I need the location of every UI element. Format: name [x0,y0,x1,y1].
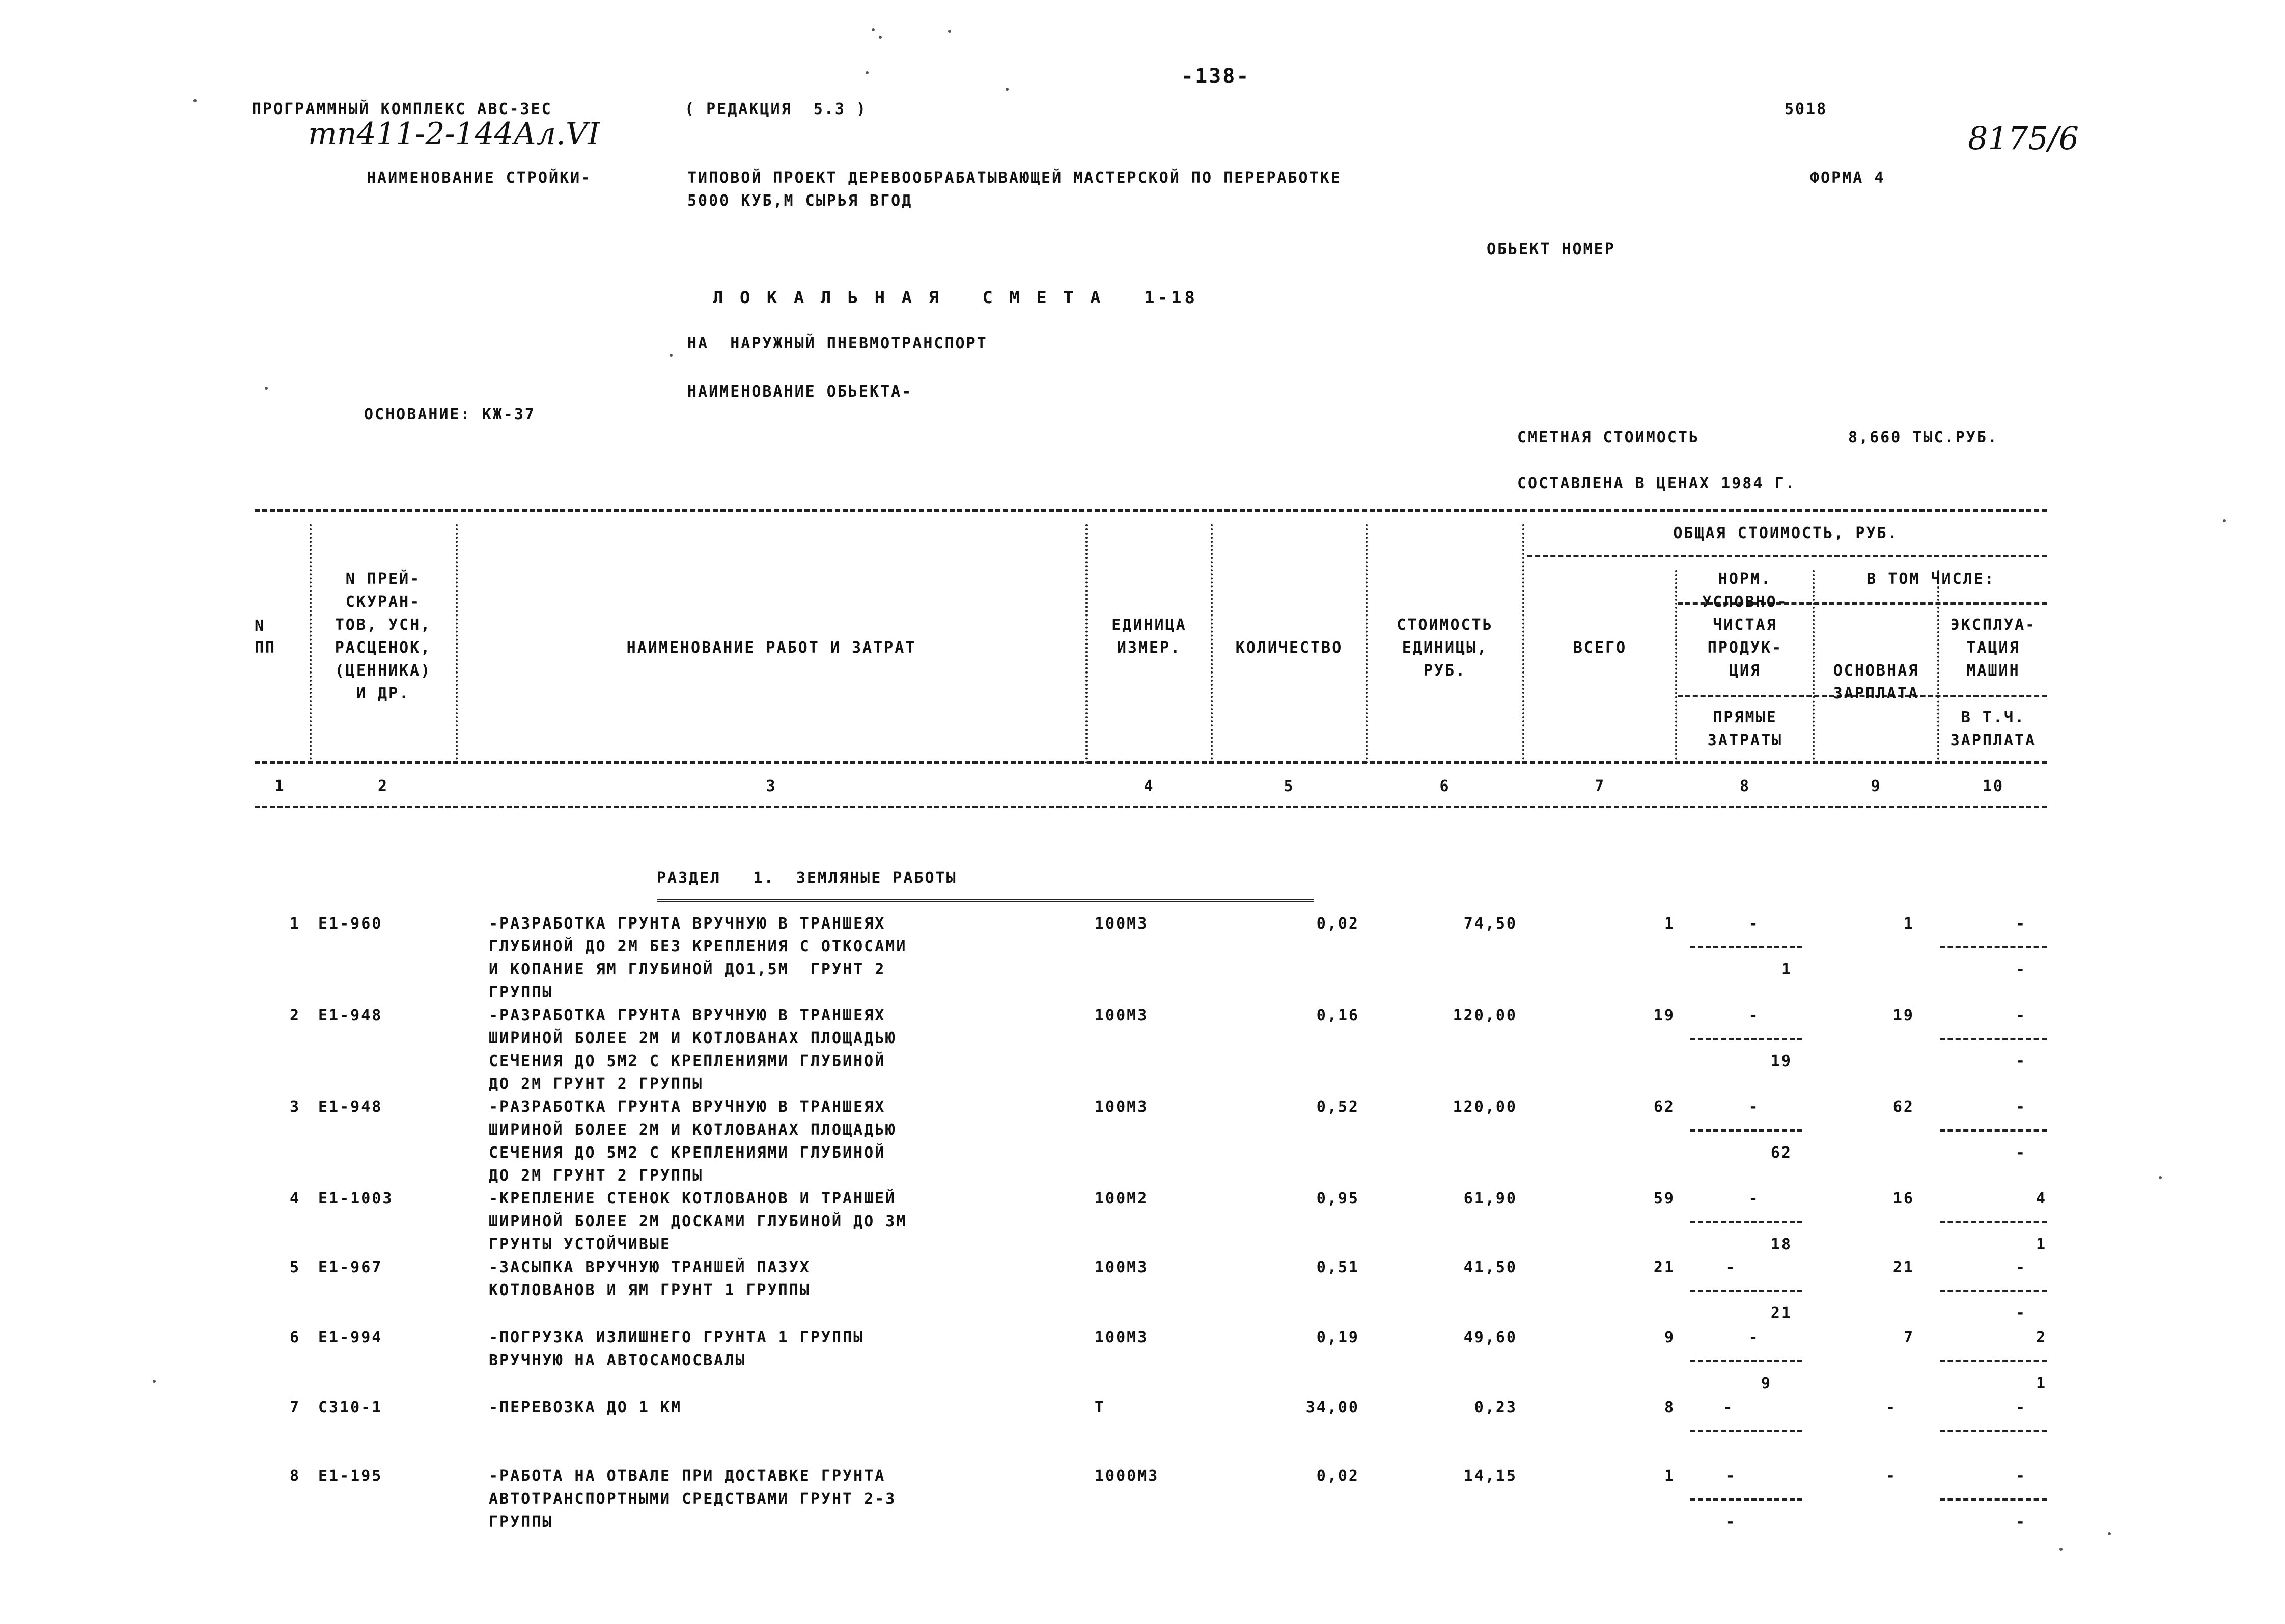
col8-header: ПРОДУК- [1707,639,1783,657]
col1-header-pp: ПП [255,639,276,657]
edition: ( РЕДАКЦИЯ 5.3 ) [685,100,868,118]
scan-speck [879,36,882,39]
row-text: -РАЗРАБОТКА ГРУНТА ВРУЧНУЮ В ТРАНШЕЯХ [489,1098,886,1116]
col8-header: ЦИЯ [1729,662,1762,680]
row-price: 74,50 [1463,915,1517,933]
cell-divider [1940,1129,2047,1132]
row-col8-top: - [1725,1467,1737,1485]
row-quantity: 0,95 [1316,1190,1359,1208]
row-number: 1 [289,915,300,933]
col7-header: ВСЕГО [1573,639,1627,657]
row-number: 2 [289,1006,300,1024]
row-text: СЕЧЕНИЯ ДО 5М2 С КРЕПЛЕНИЯМИ ГЛУБИНОЙ [489,1052,886,1070]
column-number: 7 [1594,777,1606,795]
table-top-rule [255,509,2047,512]
row-col10-bottom: 1 [2036,1375,2047,1392]
row-total: 62 [1653,1098,1675,1116]
row-text: ШИРИНОЙ БОЛЕЕ 2М ДОСКАМИ ГЛУБИНОЙ ДО 3М [489,1213,907,1230]
row-text: ДО 2М ГРУНТ 2 ГРУППЫ [489,1075,704,1093]
row-col8-top: - [1748,1190,1760,1208]
row-text: ГРУППЫ [489,1513,553,1531]
row-col9: 7 [1903,1329,1914,1347]
row-text: -ПЕРЕВОЗКА ДО 1 КМ [489,1398,682,1416]
cell-divider [1690,1038,1802,1040]
row-col10-top: - [2015,1398,2026,1416]
row-col8-top: - [1748,1329,1760,1347]
cell-divider [1940,1360,2047,1362]
row-col8-top: - [1748,1006,1760,1024]
row-code: Е1-195 [318,1467,383,1485]
row-price: 120,00 [1453,1098,1517,1116]
column-number: 1 [274,777,286,795]
row-text: ШИРИНОЙ БОЛЕЕ 2М И КОТЛОВАНАХ ПЛОЩАДЬЮ [489,1029,897,1047]
program-name: ПРОГРАММНЫЙ КОМПЛЕКС АВС-3ЕС [252,100,552,118]
column-number: 6 [1439,777,1451,795]
row-quantity: 0,51 [1316,1258,1359,1276]
col6-header: СТОИМОСТЬ [1397,616,1493,634]
row-unit: 100М3 [1095,1329,1149,1347]
row-price: 0,23 [1474,1398,1517,1416]
col10-header: ТАЦИЯ [1966,639,2020,657]
col6-header: ЕДИНИЦЫ, [1402,639,1488,657]
header-rule [255,761,2047,764]
cell-divider [1690,1498,1802,1501]
col8-header: УСЛОВНО- [1702,593,1788,611]
row-total: 59 [1653,1190,1675,1208]
scan-speck [866,71,869,74]
object-number: ОБЬЕКТ НОМЕР [1487,240,1615,258]
estimate-title: Л О К А Л Ь Н А Я С М Е Т А 1-18 [713,288,1198,308]
row-col8-top: - [1725,1258,1737,1276]
row-number: 7 [289,1398,300,1416]
row-text: ДО 2М ГРУНТ 2 ГРУППЫ [489,1167,704,1185]
row-col10-top: - [2015,1258,2026,1276]
row-col8-bottom: 19 [1770,1052,1792,1070]
row-price: 41,50 [1463,1258,1517,1276]
row-text: ШИРИНОЙ БОЛЕЕ 2М И КОТЛОВАНАХ ПЛОЩАДЬЮ [489,1121,897,1139]
column-number: 2 [377,777,389,795]
section-underline [657,899,1314,902]
row-text: -ЗАСЫПКА ВРУЧНУЮ ТРАНШЕЙ ПАЗУХ [489,1258,811,1276]
cell-divider [1940,946,2047,948]
row-col8-bottom: 18 [1770,1236,1792,1253]
row-text: -КРЕПЛЕНИЕ СТЕНОК КОТЛОВАНОВ И ТРАНШЕЙ [489,1190,897,1208]
row-quantity: 34,00 [1305,1398,1359,1416]
row-number: 8 [289,1467,300,1485]
col8-header: ЧИСТАЯ [1713,616,1777,634]
row-col9: 21 [1892,1258,1914,1276]
construction-line-1: ТИПОВОЙ ПРОЕКТ ДЕРЕВООБРАБАТЫВАЮЩЕЙ МАСТЕРСКОЙ ПО ПЕРЕРАБОТКЕ [687,169,1342,187]
cell-divider [1940,1290,2047,1292]
row-quantity: 0,52 [1316,1098,1359,1116]
row-code: Е1-960 [318,915,383,933]
row-text: КОТЛОВАНОВ И ЯМ ГРУНТ 1 ГРУППЫ [489,1281,811,1299]
row-total: 1 [1664,915,1675,933]
row-col10-bottom: - [2015,1304,2026,1322]
handwritten-number: 8175/6 [1968,120,2079,157]
row-total: 21 [1653,1258,1675,1276]
row-text: ГРУНТЫ УСТОЙЧИВЫЕ [489,1236,672,1253]
row-text: -РАЗРАБОТКА ГРУНТА ВРУЧНУЮ В ТРАНШЕЯХ [489,1006,886,1024]
form-number: ФОРМА 4 [1810,169,1885,187]
row-col10-top: 2 [2036,1329,2047,1347]
column-number: 10 [1982,777,2004,795]
col1-header-n: N [255,617,266,635]
row-price: 49,60 [1463,1329,1517,1347]
row-col8-bottom: 9 [1761,1375,1772,1392]
row-col8-bottom: 21 [1770,1304,1792,1322]
col8-header-direct: ПРЯМЫЕ [1713,709,1777,726]
row-text: -ПОГРУЗКА ИЗЛИШНЕГО ГРУНТА 1 ГРУППЫ [489,1329,865,1347]
cell-divider [1690,1221,1802,1223]
col4-header: ЕДИНИЦА [1111,616,1187,634]
cell-divider [1940,1038,2047,1040]
cell-divider [1940,1498,2047,1501]
row-code: Е1-948 [318,1006,383,1024]
row-total: 9 [1664,1329,1675,1347]
row-quantity: 0,02 [1316,915,1359,933]
row-col9: 62 [1892,1098,1914,1116]
column-separator [1675,570,1677,764]
scan-speck [2223,519,2226,522]
row-text: -РАЗРАБОТКА ГРУНТА ВРУЧНУЮ В ТРАНШЕЯХ [489,915,886,933]
column-separator [310,524,312,764]
col2-header: РАСЦЕНОК, [335,639,432,657]
row-unit: 100М3 [1095,1006,1149,1024]
row-number: 3 [289,1098,300,1116]
row-code: Е1-967 [318,1258,383,1276]
col2-header: ТОВ, УСН, [335,616,432,634]
row-col9: 16 [1892,1190,1914,1208]
scan-speck [265,387,268,390]
column-number: 9 [1871,777,1882,795]
cell-divider [1690,1290,1802,1292]
row-col10-bottom: - [2015,961,2026,978]
cell-divider [1690,1360,1802,1362]
doc-code: 5018 [1785,100,1828,118]
row-unit: 100М3 [1095,1258,1149,1276]
col10-header: МАШИН [1966,662,2020,680]
header-rule [255,806,2047,808]
column-separator [456,524,458,764]
row-code: Е1-994 [318,1329,383,1347]
row-price: 120,00 [1453,1006,1517,1024]
scan-speck [2159,1176,2162,1179]
col2-header: И ДР. [356,685,410,703]
total-cost-header: ОБЩАЯ СТОИМОСТЬ, РУБ. [1673,524,1899,542]
row-col8-top: - [1748,1098,1760,1116]
row-col10-bottom: 1 [2036,1236,2047,1253]
handwritten-project: тп411-2-144Ал.VI [308,116,600,152]
construction-line-2: 5000 КУБ,М СЫРЬЯ ВГОД [687,192,913,210]
basis: ОСНОВАНИЕ: КЖ-37 [364,406,536,424]
row-unit: 100М3 [1095,1098,1149,1116]
row-col10-top: - [2015,1098,2026,1116]
object-name: НАИМЕНОВАНИЕ ОБЬЕКТА- [687,383,913,401]
row-col9: - [1885,1467,1897,1485]
including-header: В ТОМ ЧИСЛЕ: [1866,570,1995,588]
header-rule [1527,555,2047,557]
section-title: РАЗДЕЛ 1. ЗЕМЛЯНЫЕ РАБОТЫ [657,869,957,887]
row-text: ГРУППЫ [489,984,553,1001]
cost-label: СМЕТНАЯ СТОИМОСТЬ [1517,429,1700,446]
row-col10-bottom: - [2015,1513,2026,1531]
column-separator [1937,570,1939,764]
row-total: 8 [1664,1398,1675,1416]
cell-divider [1690,1430,1802,1432]
row-total: 19 [1653,1006,1675,1024]
col2-header: СКУРАН- [345,593,421,611]
row-quantity: 0,02 [1316,1467,1359,1485]
row-col8-bottom: - [1725,1513,1737,1531]
row-col10-bottom: - [2015,1144,2026,1162]
row-text: -РАБОТА НА ОТВАЛЕ ПРИ ДОСТАВКЕ ГРУНТА [489,1467,886,1485]
col8-header-direct: ЗАТРАТЫ [1707,732,1783,749]
row-col8-top: - [1723,1398,1734,1416]
scan-speck [670,354,673,357]
scan-speck [872,28,875,31]
row-quantity: 0,16 [1316,1006,1359,1024]
row-col10-top: 4 [2036,1190,2047,1208]
row-code: С310-1 [318,1398,383,1416]
cell-divider [1940,1221,2047,1223]
column-separator [1085,524,1088,764]
col10-header: ЭКСПЛУА- [1950,616,2037,634]
scan-speck [1006,88,1009,91]
row-code: Е1-1003 [318,1190,394,1208]
scan-speck [2059,1548,2063,1551]
column-separator [1813,570,1815,764]
construction-label: НАИМЕНОВАНИЕ СТРОЙКИ- [367,169,592,187]
row-col9: 1 [1903,915,1914,933]
col9-header: ЗАРПЛАТА [1833,685,1919,703]
cost-value: 8,660 ТЫС.РУБ. [1848,429,1998,446]
row-col10-top: - [2015,1467,2026,1485]
row-text: АВТОТРАНСПОРТНЫМИ СРЕДСТВАМИ ГРУНТ 2-3 [489,1490,897,1508]
row-code: Е1-948 [318,1098,383,1116]
column-separator [1522,524,1524,764]
estimate-for: НА НАРУЖНЫЙ ПНЕВМОТРАНСПОРТ [687,334,988,352]
row-unit: 1000М3 [1095,1467,1159,1485]
row-col10-top: - [2015,915,2026,933]
column-number: 4 [1144,777,1155,795]
cell-divider [1690,946,1802,948]
row-col9: - [1885,1398,1897,1416]
row-text: ВРУЧНУЮ НА АВТОСАМОСВАЛЫ [489,1352,746,1369]
scan-speck [2108,1532,2111,1535]
column-number: 5 [1284,777,1295,795]
row-unit: 100М2 [1095,1190,1149,1208]
row-text: СЕЧЕНИЯ ДО 5М2 С КРЕПЛЕНИЯМИ ГЛУБИНОЙ [489,1144,886,1162]
scan-speck [153,1380,156,1383]
row-text: ГЛУБИНОЙ ДО 2М БЕЗ КРЕПЛЕНИЯ С ОТКОСАМИ [489,938,907,956]
scan-speck [948,30,951,33]
row-number: 4 [289,1190,300,1208]
row-price: 61,90 [1463,1190,1517,1208]
col2-header: (ЦЕННИКА) [335,662,432,680]
row-number: 6 [289,1329,300,1347]
col6-header: РУБ. [1423,662,1467,680]
col5-header: КОЛИЧЕСТВО [1235,639,1343,657]
column-number: 3 [766,777,777,795]
row-col8-bottom: 1 [1781,961,1792,978]
page-number: -138- [1181,65,1250,88]
row-col8-top: - [1748,915,1760,933]
row-total: 1 [1664,1467,1675,1485]
row-unit: Т [1095,1398,1106,1416]
col3-header: НАИМЕНОВАНИЕ РАБОТ И ЗАТРАТ [626,639,916,657]
col10-header-salary: ЗАРПЛАТА [1950,732,2037,749]
row-price: 14,15 [1463,1467,1517,1485]
row-quantity: 0,19 [1316,1329,1359,1347]
col8-header: НОРМ. [1718,570,1772,588]
row-text: И КОПАНИЕ ЯМ ГЛУБИНОЙ ДО1,5М ГРУНТ 2 [489,961,886,978]
row-number: 5 [289,1258,300,1276]
row-col9: 19 [1892,1006,1914,1024]
column-number: 8 [1739,777,1751,795]
col4-header: ИЗМЕР. [1117,639,1182,657]
col2-header: N ПРЕЙ- [345,570,421,588]
col10-header-salary: В Т.Ч. [1961,709,2026,726]
scan-speck [193,99,197,102]
cell-divider [1940,1430,2047,1432]
row-unit: 100М3 [1095,915,1149,933]
cell-divider [1690,1129,1802,1132]
row-col10-top: - [2015,1006,2026,1024]
row-col10-bottom: - [2015,1052,2026,1070]
col9-header: ОСНОВНАЯ [1833,662,1919,680]
row-col8-bottom: 62 [1770,1144,1792,1162]
prices-basis: СОСТАВЛЕНА В ЦЕНАХ 1984 Г. [1517,474,1796,492]
